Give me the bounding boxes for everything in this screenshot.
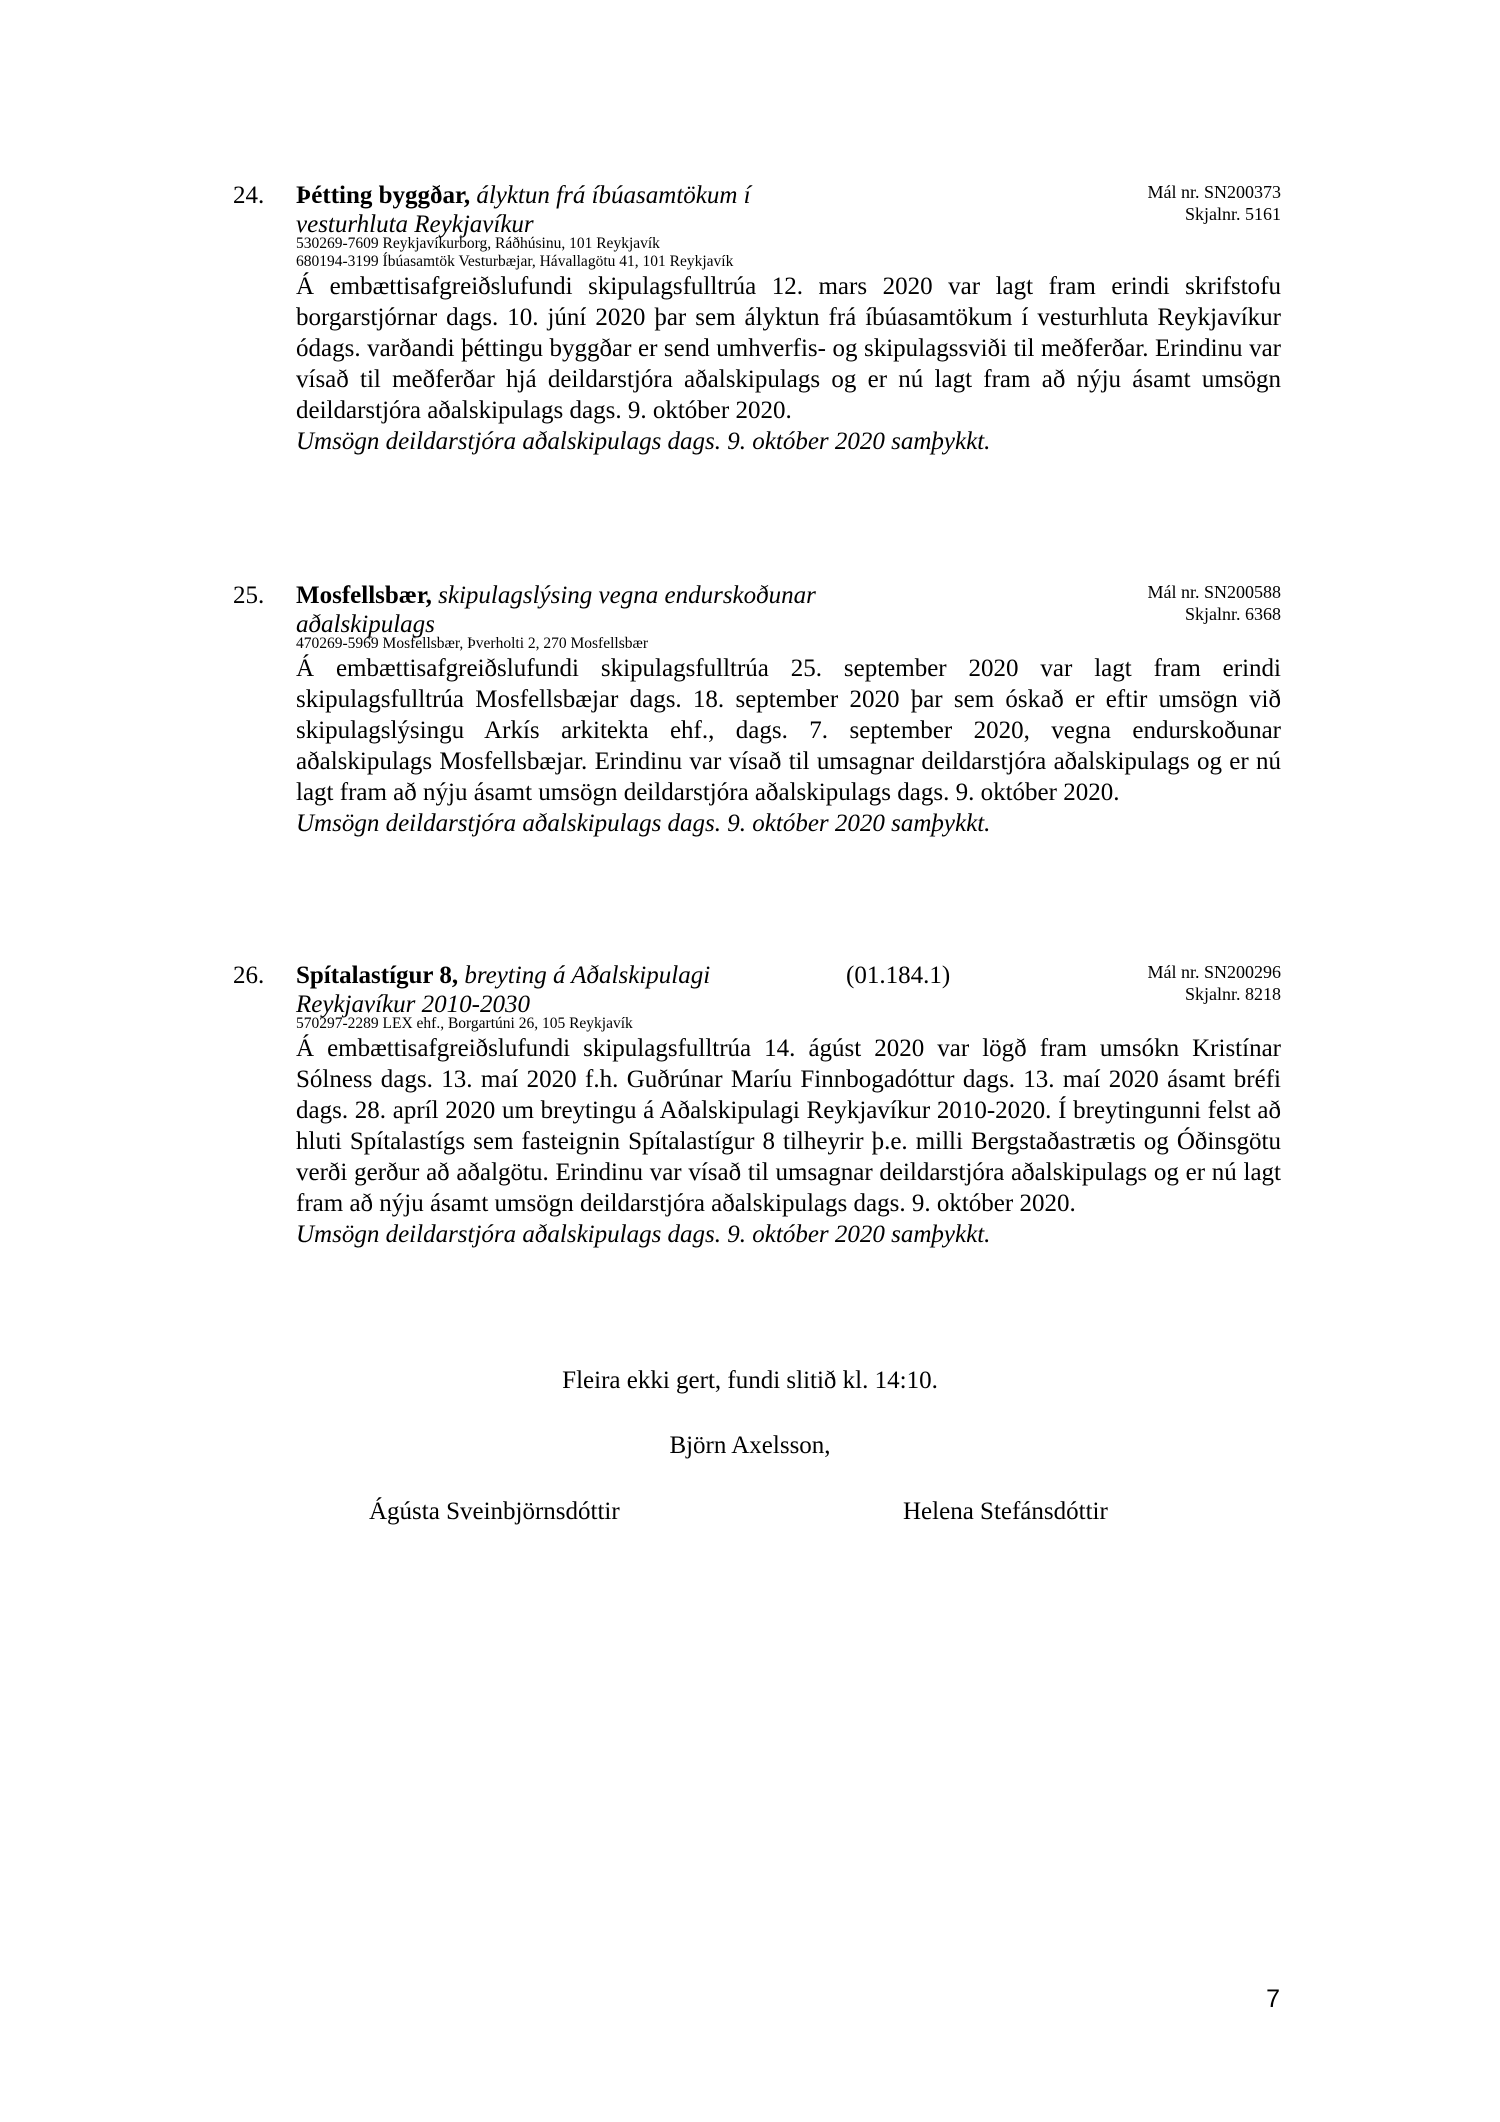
item-number: 24.: [233, 182, 265, 209]
item-title-italic: breyting á Aðalskipulagi Reykjavíkur 2010-2030: [296, 962, 711, 1018]
item-header: [233, 961, 1281, 1018]
item-parties: [296, 235, 1281, 271]
party-line: 680194-3199 Íbúasamtök Vesturbæjar, Hávallagötu 41, 101 Reykjavík: [296, 253, 734, 270]
item-title: [296, 961, 796, 1019]
item-decision: Umsögn deildarstjóra aðalskipulags dags. 9. október 2020 samþykkt.: [296, 1221, 991, 1248]
agenda-item-25: [233, 581, 1281, 839]
skjal-nr: Skjalnr. 5161: [1184, 204, 1281, 224]
landnumer-code: (01.184.1): [846, 962, 951, 989]
case-reference: [1147, 581, 1281, 625]
item-title: [296, 181, 856, 239]
signature-right: Helena Stefánsdóttir: [903, 1498, 1108, 1525]
item-header: [233, 581, 1281, 638]
party-line: 570297-2289 LEX ehf., Borgartúni 26, 105 Reykjavík: [296, 1015, 633, 1032]
agenda-item-24: [233, 181, 1281, 457]
agenda-item-26: [233, 961, 1281, 1250]
item-decision: Umsögn deildarstjóra aðalskipulags dags. 9. október 2020 samþykkt.: [296, 810, 991, 837]
signature-left: Ágústa Sveinbjörnsdóttir: [369, 1498, 620, 1525]
skjal-nr: Skjalnr. 8218: [1184, 984, 1281, 1004]
item-body: Á embættisafgreiðslufundi skipulagsfulltrúa 25. september 2020 var lagt fram erindi skipulagsfulltrúa Mosfellsbæjar dags. 18. september 2020 þar sem óskað er eftir umsögn við skipulagslýsingu Arkís arkitekta ehf., dags. 7. september 2020, vegna endurskoðunar aðalskipulags Mosfellsbæjar. Erindinu var vísað til umsagnar deildarstjóra aðalskipulags og er nú lagt fram að nýju ásamt umsögn deildarstjóra aðalskipulags dags. 9. október 2020.: [296, 655, 1281, 806]
item-title-italic: ályktun frá íbúasamtökum í vesturhluta Reykjavíkur: [296, 182, 751, 238]
item-number: 25.: [233, 582, 265, 609]
item-title-bold: Þétting byggðar,: [296, 182, 471, 209]
party-line: 470269-5969 Mosfellsbær, Þverholti 2, 270 Mosfellsbær: [296, 635, 648, 652]
item-title-bold: Spítalastígur 8,: [296, 962, 459, 989]
item-title: [296, 581, 856, 639]
skjal-nr: Skjalnr. 6368: [1184, 604, 1281, 624]
item-title-italic: skipulagslýsing vegna endurskoðunar aðalskipulags: [296, 582, 816, 638]
case-reference: [1147, 961, 1281, 1005]
item-decision: Umsögn deildarstjóra aðalskipulags dags. 9. október 2020 samþykkt.: [296, 428, 991, 455]
item-body: Á embættisafgreiðslufundi skipulagsfulltrúa 14. ágúst 2020 var lögð fram umsókn Kristínar Sólness dags. 13. maí 2020 f.h. Guðrúnar Maríu Finnbogadóttur dags. 13. maí 2020 ásamt bréfi dags. 28. apríl 2020 um breytingu á Aðalskipulagi Reykjavíkur 2010-2020. Í breytingunni felst að hluti Spítalastígs sem fasteignin Spítalastígur 8 tilheyrir þ.e. milli Bergstaðastrætis og Óðinsgötu verði gerður að aðalgötu. Erindinu var vísað til umsagnar deildarstjóra aðalskipulags og er nú lagt fram að nýju ásamt umsögn deildarstjóra aðalskipulags dags. 9. október 2020.: [296, 1035, 1281, 1217]
mal-nr: Mál nr. SN200296: [1147, 962, 1281, 982]
item-number: 26.: [233, 962, 265, 989]
item-body: Á embættisafgreiðslufundi skipulagsfulltrúa 12. mars 2020 var lagt fram erindi skrifstofu borgarstjórnar dags. 10. júní 2020 þar sem ályktun frá íbúasamtökum í vesturhluta Reykjavíkur ódags. varðandi þéttingu byggðar er send umhverfis- og skipulagssviði til meðferðar. Erindinu var vísað til meðferðar hjá deildarstjóra aðalskipulags og er nú lagt fram að nýju ásamt umsögn deildarstjóra aðalskipulags dags. 9. október 2020.: [296, 273, 1281, 424]
meeting-closing: Fleira ekki gert, fundi slitið kl. 14:10.: [562, 1367, 938, 1394]
mal-nr: Mál nr. SN200373: [1147, 182, 1281, 202]
case-reference: [1147, 181, 1281, 225]
party-line: 530269-7609 Reykjavíkurborg, Ráðhúsinu, 101 Reykjavík: [296, 235, 660, 252]
chair-signature: Björn Axelsson,: [669, 1432, 831, 1459]
mal-nr: Mál nr. SN200588: [1147, 582, 1281, 602]
item-title-bold: Mosfellsbær,: [296, 582, 432, 609]
item-header: [233, 181, 1281, 238]
page-number: 7: [1266, 1985, 1280, 2013]
